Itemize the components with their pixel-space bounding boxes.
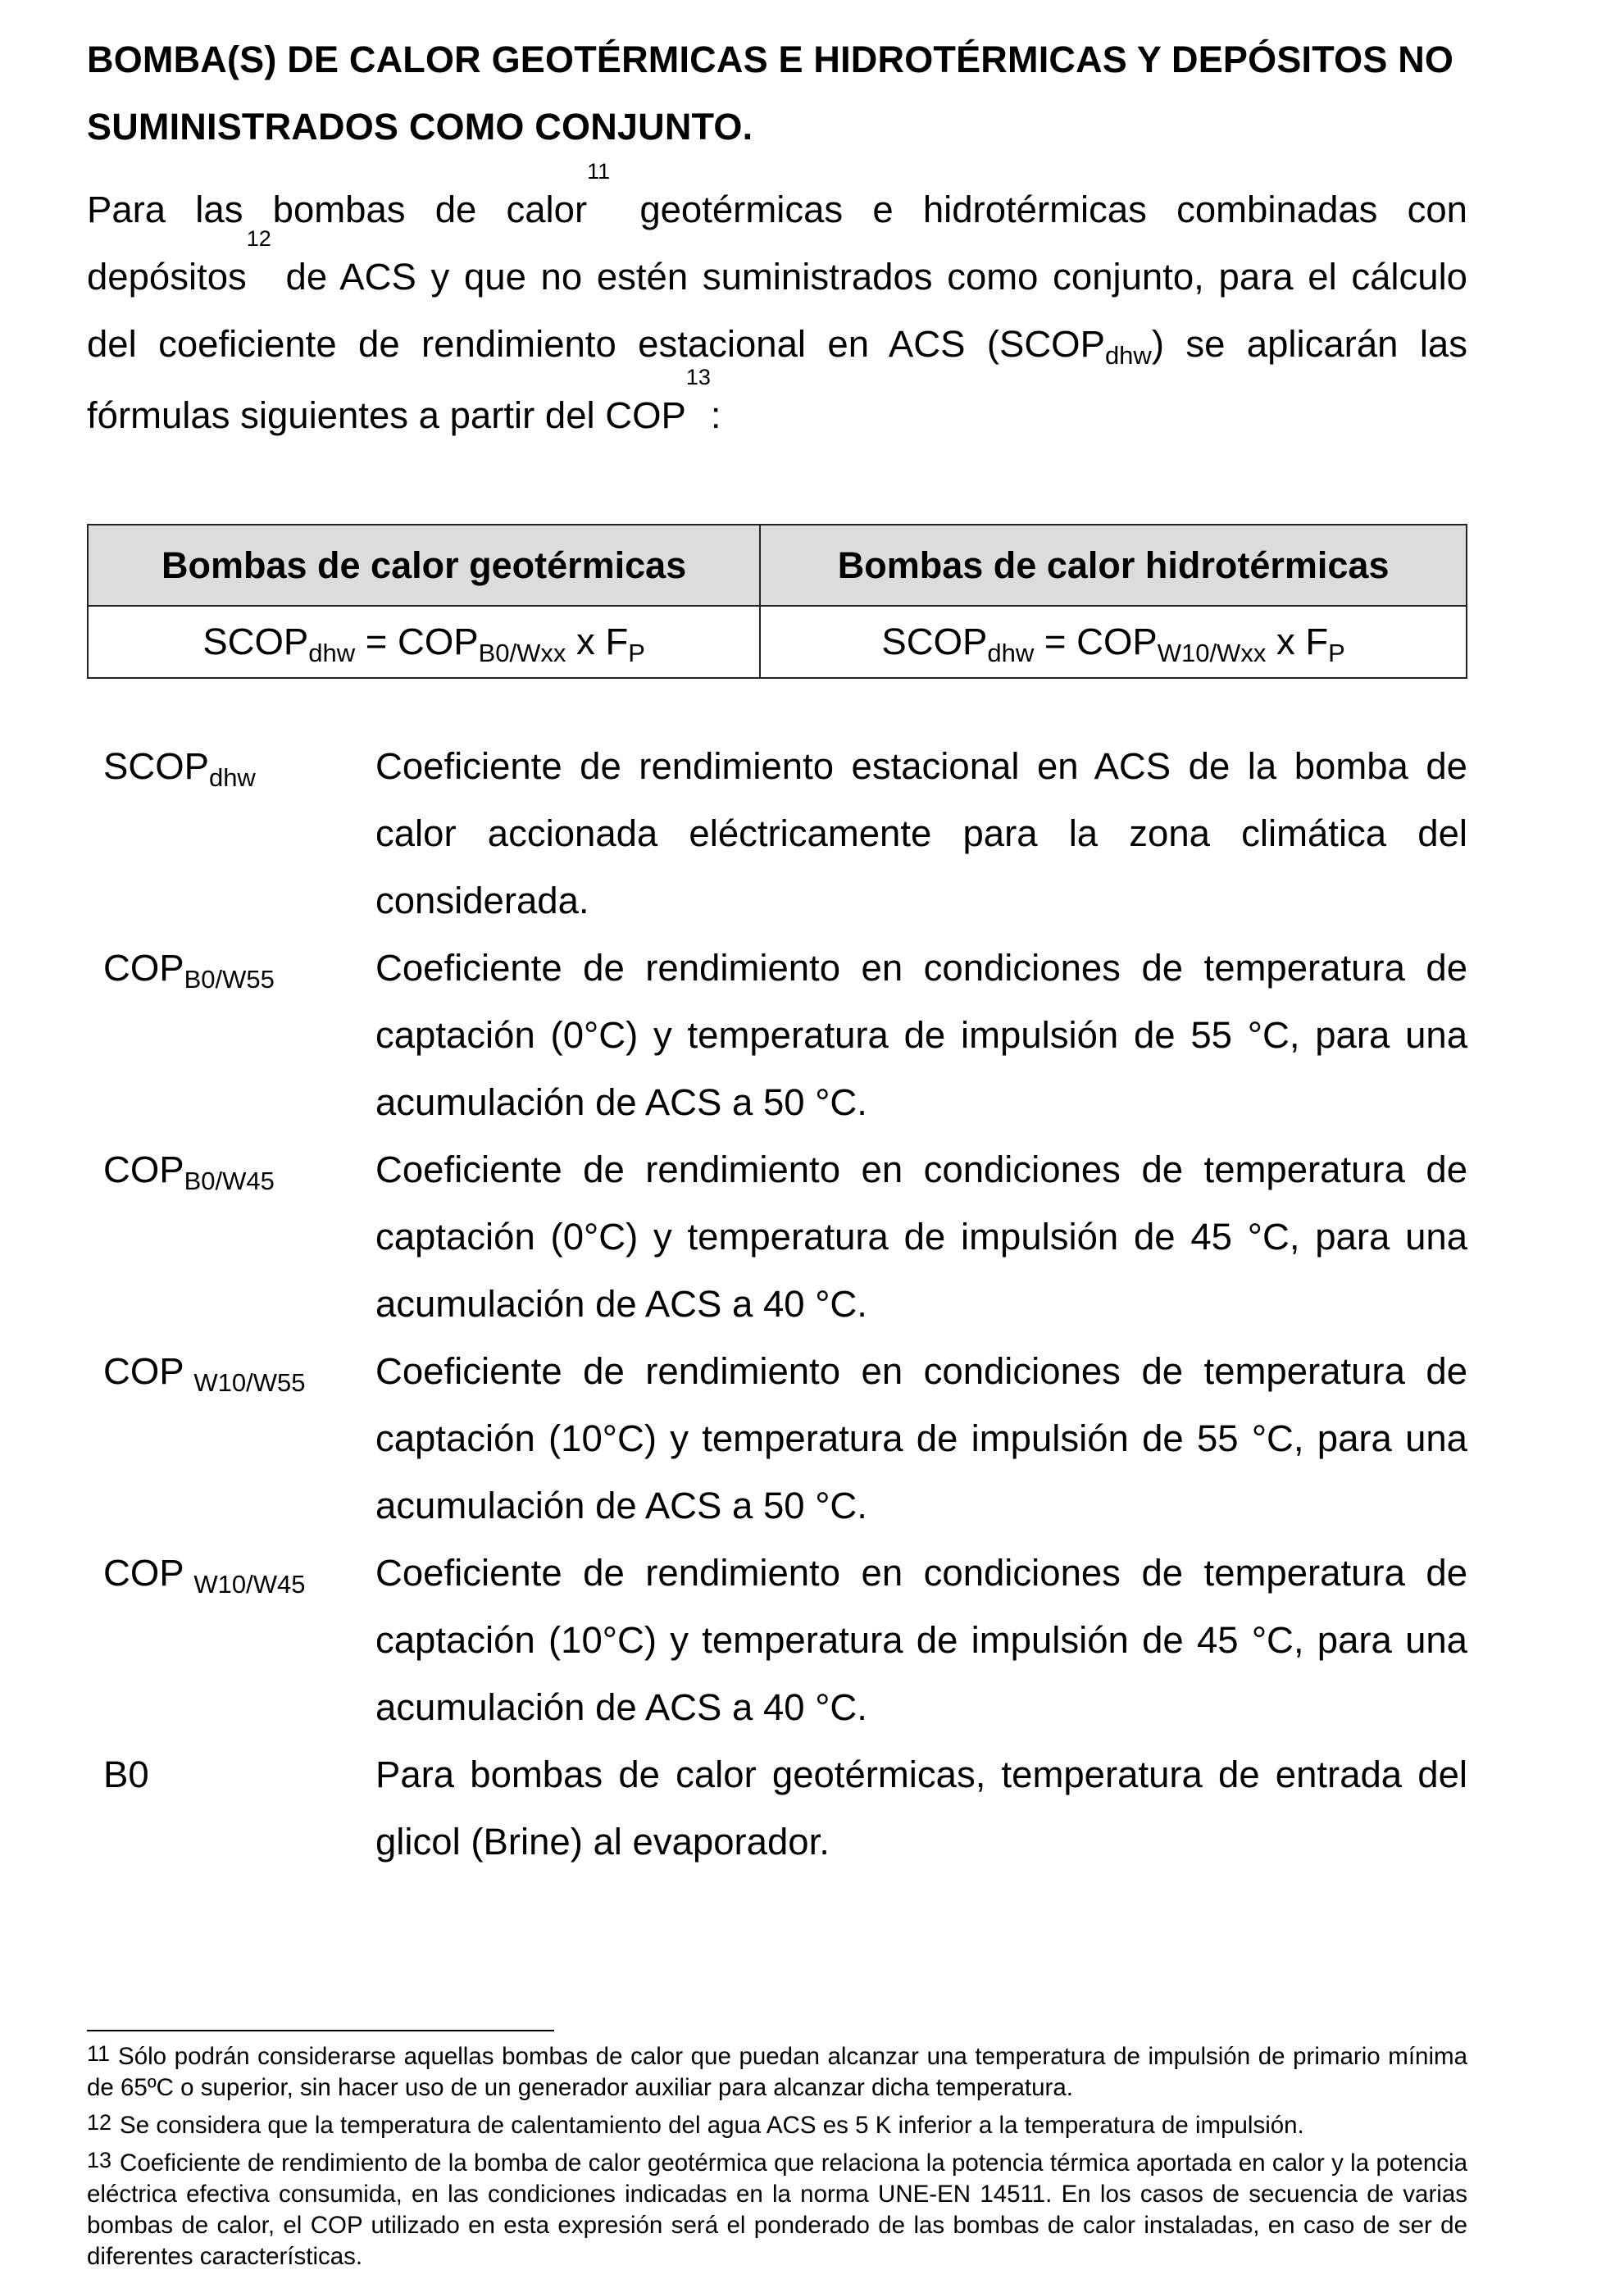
formula-geotermicas [88, 606, 760, 678]
footnote-text: Coeficiente de rendimiento de la bomba de calor geotérmica que relaciona la potencia térmica aportada en calor y la potencia eléctrica efectiva consumida, en las condiciones indicadas en la norma UNE-EN 14511. En los casos de secuencia de varias bombas de calor, el COP utilizado en esta expresión será el ponderado de las bombas de calor instaladas, en caso de ser de diferentes características. [87, 2149, 1467, 2270]
definition-item [87, 935, 1467, 1136]
formula-hidrotermicas [760, 606, 1467, 678]
subscript: P [628, 639, 645, 667]
subscript: dhw [1104, 341, 1152, 370]
footnote-11 [87, 2041, 1467, 2104]
header-hidrotermicas: Bombas de calor hidrotérmicas [760, 525, 1467, 606]
subscript: B0/W45 [184, 1167, 275, 1195]
term-text: COP [103, 1552, 194, 1594]
intro-text: de ACS y que no estén suministrados como conjunto, para el cálculo del coeficiente de rendimiento estacional en ACS (SCOP [87, 256, 1467, 365]
definition-item [87, 1540, 1467, 1741]
formula-part: = COP [1034, 621, 1158, 662]
intro-text: : [710, 394, 721, 436]
definition-item [87, 1136, 1467, 1338]
subscript: W10/W45 [193, 1570, 306, 1599]
definition-desc: Coeficiente de rendimiento en condiciones de temperatura de captación (0°C) y temperatura de impulsión de 55 °C, para una acumulación de ACS a 50 °C. [375, 947, 1467, 1123]
intro-text: ) se aplicarán las fórmulas siguientes a partir del COP [87, 323, 1467, 436]
definition-term [87, 1338, 375, 1540]
formula-part: x F [566, 621, 629, 662]
formula-part: SCOP [881, 621, 988, 662]
definition-desc: Coeficiente de rendimiento en condiciones de temperatura de captación (10°C) y temperatura de impulsión de 45 °C, para una acumulación de ACS a 40 °C. [375, 1552, 1467, 1728]
formula-table [87, 524, 1467, 679]
footnote-number: 12 [87, 2110, 112, 2135]
subscript: P [1328, 639, 1345, 667]
footnote-text: Sólo podrán considerarse aquellas bombas de calor que puedan alcanzar una temperatura de impulsión de primario mínima de 65ºC o superior, sin hacer uso de un generador auxiliar para alcanzar dicha temperatura. [87, 2043, 1467, 2101]
footnote-number: 11 [87, 2041, 111, 2066]
footnote-separator [87, 2030, 554, 2031]
subscript: dhw [987, 639, 1035, 667]
header-geotermicas: Bombas de calor geotérmicas [88, 525, 760, 606]
definition-desc: Coeficiente de rendimiento en condiciones de temperatura de captación (0°C) y temperatura de impulsión de 45 °C, para una acumulación de ACS a 40 °C. [375, 1149, 1467, 1325]
definition-desc: Coeficiente de rendimiento en condiciones de temperatura de captación (10°C) y temperatura de impulsión de 55 °C, para una acumulación de ACS a 50 °C. [375, 1350, 1467, 1526]
footnote-ref-11[interactable]: 11 [587, 159, 611, 184]
footnote-ref-12[interactable]: 12 [246, 226, 271, 251]
formula-part: SCOP [202, 621, 309, 662]
subscript: dhw [308, 639, 356, 667]
formula-part: = COP [355, 621, 479, 662]
definition-term [87, 1136, 375, 1338]
intro-text: Para las bombas de calor [87, 189, 588, 230]
footnotes [87, 2041, 1467, 2279]
term-text: COP [103, 1350, 194, 1392]
term-text: SCOP [103, 745, 209, 787]
intro-paragraph [87, 159, 1467, 449]
definition-term [87, 1540, 375, 1741]
definition-item [87, 733, 1467, 935]
definition-desc: Coeficiente de rendimiento estacional en ACS de la bomba de calor accionada eléctricamente para la zona climática del considerada. [375, 745, 1467, 921]
definition-item [87, 1741, 1467, 1876]
footnote-12 [87, 2110, 1467, 2141]
definition-item [87, 1338, 1467, 1540]
footnote-13 [87, 2148, 1467, 2272]
definition-desc: Para bombas de calor geotérmicas, temperatura de entrada del glicol (Brine) al evaporador. [375, 1754, 1467, 1863]
subscript: B0/Wxx [478, 639, 566, 667]
term-text: B0 [103, 1754, 149, 1795]
subscript: B0/W55 [184, 965, 275, 994]
footnote-number: 13 [87, 2148, 112, 2172]
formula-part: x F [1266, 621, 1329, 662]
definition-term [87, 935, 375, 1136]
intro-text: geotérmicas e hidrotérmicas combinadas con depósitos [87, 189, 1467, 298]
term-text: COP [103, 1149, 184, 1190]
definition-term [87, 1741, 375, 1876]
footnote-ref-13[interactable]: 13 [685, 365, 711, 389]
subscript: dhw [208, 763, 256, 792]
term-text: COP [103, 947, 184, 989]
subscript: W10/Wxx [1157, 639, 1267, 667]
footnote-text: Se considera que la temperatura de calentamiento del agua ACS es 5 K inferior a la temperatura de impulsión. [120, 2112, 1304, 2139]
definitions-list [87, 733, 1467, 1876]
definition-term [87, 733, 375, 935]
section-title: BOMBA(S) DE CALOR GEOTÉRMICAS E HIDROTÉRMICAS Y DEPÓSITOS NO SUMINISTRADOS COMO CONJUNTO. [87, 39, 1454, 148]
subscript: W10/W55 [193, 1368, 306, 1397]
